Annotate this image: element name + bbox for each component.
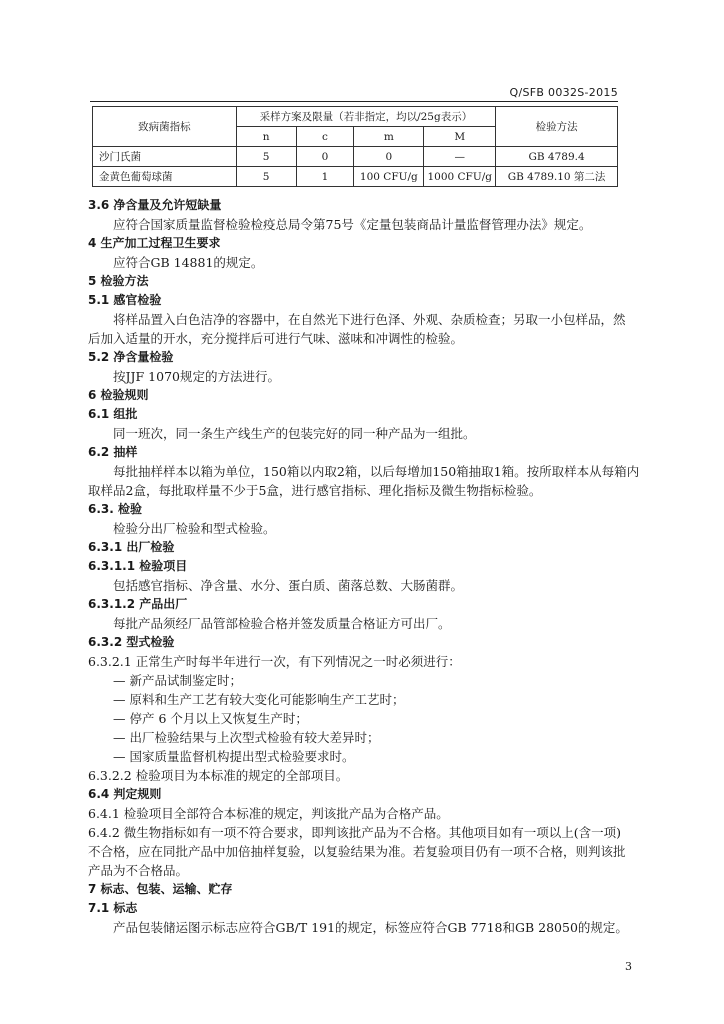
section-heading: 3.6 净含量及允许短缺量 — [88, 198, 222, 212]
paragraph-line: 每批抽样样本以箱为单位，150箱以内取2箱，以后每增加150箱抽取1箱。按所取样本从每箱内 — [113, 464, 640, 479]
section-heading: 6.3. 检验 — [88, 502, 142, 516]
header-M: M — [424, 127, 496, 147]
document-body — [88, 196, 640, 937]
cell-M: 1000 CFU/g — [424, 167, 496, 187]
cell-method: GB 4789.4 — [496, 147, 618, 167]
section-heading: 6.2 抽样 — [88, 445, 138, 459]
section-heading: 6.3.2 型式检验 — [88, 635, 175, 649]
paragraph-line: 产品包装储运图示标志应符合GB/T 191的规定，标签应符合GB 7718和GB 28050的规定。 — [113, 920, 628, 935]
paragraph-line: 产品为不合格品。 — [88, 863, 189, 878]
section-heading: 5.1 感官检验 — [88, 293, 162, 307]
paragraph-line: 后加入适量的开水，充分搅拌后可进行气味、滋味和冲调性的检验。 — [88, 331, 464, 346]
section-heading: 7.1 标志 — [88, 901, 138, 915]
paragraph-line: — 原料和生产工艺有较大变化可能影响生产工艺时； — [113, 692, 405, 707]
section-heading: 6.3.1 出厂检验 — [88, 540, 175, 554]
paragraph-line: 每批产品须经厂品管部检验合格并签发质量合格证方可出厂。 — [113, 616, 451, 631]
paragraph-line: 取样品2盒，每批取样量不少于5盒，进行感官指标、理化指标及微生物指标检验。 — [88, 483, 542, 498]
section-heading: 6 检验规则 — [88, 388, 149, 402]
paragraph-line: 应符合GB 14881的规定。 — [113, 255, 264, 270]
standard-code: Q/SFB 0032S-2015 — [509, 86, 618, 99]
paragraph-line: 同一班次，同一条生产线生产的包装完好的同一种产品为一组批。 — [113, 426, 476, 441]
page-number: 3 — [625, 960, 632, 973]
cell-m: 100 CFU/g — [354, 167, 424, 187]
section-heading: 5 检验方法 — [88, 274, 149, 288]
cell-n: 5 — [236, 167, 296, 187]
paragraph-line: — 新产品试制鉴定时； — [113, 673, 242, 688]
paragraph-line: 6.3.2.2 检验项目为本标准的规定的全部项目。 — [88, 768, 349, 783]
cell-method: GB 4789.10 第二法 — [496, 167, 618, 187]
cell-name: 金黄色葡萄球菌 — [93, 167, 237, 187]
paragraph-line: 按JJF 1070规定的方法进行。 — [113, 369, 280, 384]
table-row — [93, 167, 618, 187]
pathogen-table — [92, 106, 618, 187]
paragraph-line: 不合格，应在同批产品中加倍抽样复验，以复验结果为准。若复验项目仍有一项不合格，则判该批 — [88, 844, 626, 859]
paragraph-line: — 国家质量监督机构提出型式检验要求时。 — [113, 749, 355, 764]
header-rule — [90, 101, 618, 102]
paragraph-line: — 出厂检验结果与上次型式检验有较大差异时； — [113, 730, 380, 745]
section-heading: 6.3.1.1 检验项目 — [88, 559, 188, 573]
cell-m: 0 — [354, 147, 424, 167]
cell-c: 0 — [296, 147, 354, 167]
paragraph-line: 6.4.2 微生物指标如有一项不符合要求，即判该批产品为不合格。其他项目如有一项以上(含一项) — [88, 825, 622, 840]
section-heading: 7 标志、包装、运输、贮存 — [88, 882, 233, 896]
cell-c: 1 — [296, 167, 354, 187]
header-sampling: 采样方案及限量（若非指定，均以/25g表示） — [236, 107, 496, 127]
header-pathogen: 致病菌指标 — [93, 107, 237, 147]
paragraph-line: 6.3.2.1 正常生产时每半年进行一次，有下列情况之一时必须进行： — [88, 654, 461, 669]
cell-n: 5 — [236, 147, 296, 167]
section-heading: 6.1 组批 — [88, 407, 138, 421]
paragraph-line: — 停产 6 个月以上又恢复生产时； — [113, 711, 308, 726]
section-heading: 5.2 净含量检验 — [88, 350, 174, 364]
paragraph-line: 将样品置入白色洁净的容器中，在自然光下进行色泽、外观、杂质检查；另取一小包样品，然 — [113, 312, 626, 327]
section-heading: 4 生产加工过程卫生要求 — [88, 236, 221, 250]
section-heading: 6.4 判定规则 — [88, 787, 162, 801]
cell-M: — — [424, 147, 496, 167]
header-c: c — [296, 127, 354, 147]
paragraph-line: 应符合国家质量监督检验检疫总局令第75号《定量包装商品计量监督管理办法》规定。 — [113, 217, 592, 232]
header-n: n — [236, 127, 296, 147]
table-row — [93, 147, 618, 167]
section-heading: 6.3.1.2 产品出厂 — [88, 597, 188, 611]
paragraph-line: 包括感官指标、净含量、水分、蛋白质、菌落总数、大肠菌群。 — [113, 578, 464, 593]
paragraph-line: 6.4.1 检验项目全部符合本标准的规定，判该批产品为合格产品。 — [88, 806, 449, 821]
cell-name: 沙门氏菌 — [93, 147, 237, 167]
paragraph-line: 检验分出厂检验和型式检验。 — [113, 521, 276, 536]
header-method: 检验方法 — [496, 107, 618, 147]
header-m: m — [354, 127, 424, 147]
